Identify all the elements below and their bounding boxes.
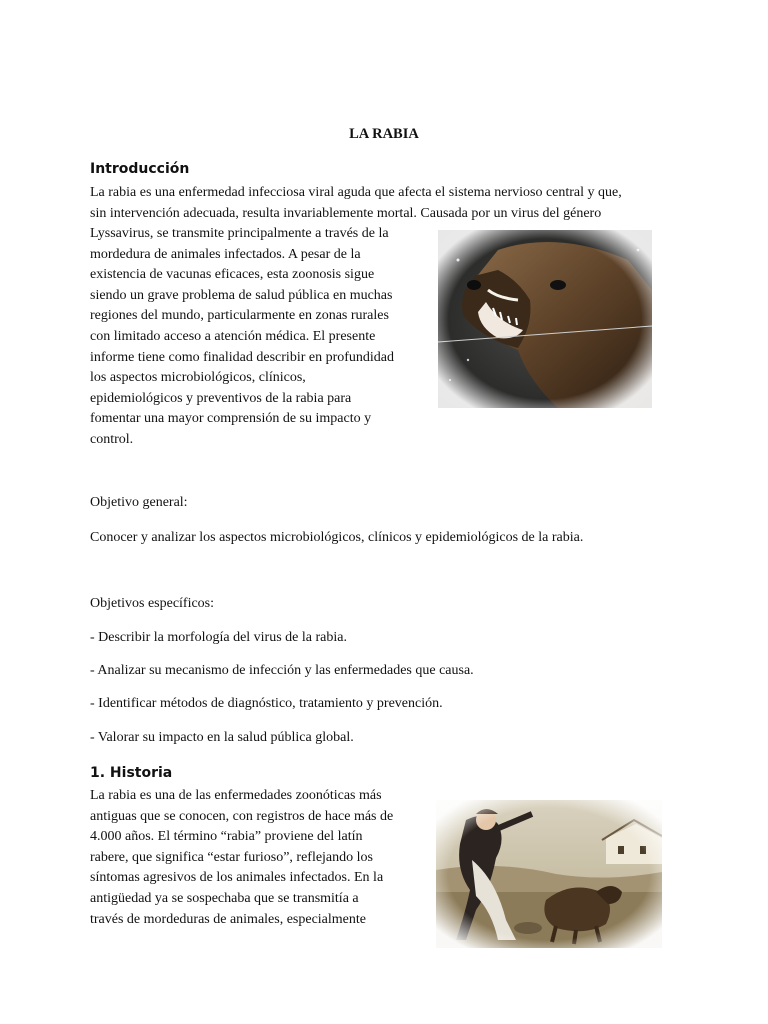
history-line: antiguas que se conocen, con registros de hace más de [90,808,394,824]
history-line: través de mordeduras de animales, especialmente [90,911,366,927]
rabid-dog-image [438,230,652,408]
specific-objective-item: - Valorar su impacto en la salud pública global. [90,730,354,745]
intro-line: Lyssavirus, se transmite principalmente a través de la [90,226,389,241]
historical-illustration-icon [436,800,662,948]
intro-line: informe tiene como finalidad describir en profundidad [90,349,395,365]
intro-line: regiones del mundo, particularmente en zonas rurales [90,308,389,324]
specific-objective-item: - Describir la morfología del virus de la rabia. [90,630,347,645]
history-line: síntomas agresivos de los animales infectados. En la [90,870,384,886]
history-line: antigüedad ya se sospechaba que se transmitía a [90,890,359,906]
history-line: La rabia es una de las enfermedades zoonóticas más [90,788,382,803]
intro-line: los aspectos microbiológicos, clínicos, [90,370,306,386]
rabid-dog-photo-icon [438,230,652,408]
history-line: rabere, que significa “estar furioso”, reflejando los [90,849,373,865]
history-text [90,786,430,930]
intro-line: La rabia es una enfermedad infecciosa viral aguda que afecta el sistema nervioso central y que, [90,185,622,200]
intro-line: fomentar una mayor comprensión de su impacto y [90,411,372,427]
specific-objectives-label: Objetivos específicos: [90,596,215,611]
intro-line: mordedura de animales infectados. A pesar de la [90,246,361,262]
intro-line: epidemiológicos y preventivos de la rabia para [90,390,352,406]
history-line: 4.000 años. El término “rabia” proviene del latín [90,829,363,845]
document-title: LA RABIA [349,126,419,142]
historical-illustration-image [436,800,662,948]
intro-full-lines [90,183,690,224]
intro-line: control. [90,431,134,447]
intro-heading: Introducción [90,161,190,177]
intro-line: siendo un grave problema de salud pública en muchas [90,287,393,303]
intro-wrapped-lines [90,224,430,451]
specific-objective-item: - Identificar métodos de diagnóstico, tratamiento y prevención. [90,696,443,711]
specific-objective-item: - Analizar su mecanismo de infección y las enfermedades que causa. [90,663,474,678]
general-objective-label: Objetivo general: [90,495,188,510]
intro-line: con limitado acceso a atención médica. El presente [90,328,376,344]
intro-line: sin intervención adecuada, resulta invariablemente mortal. Causada por un virus del género [90,205,602,221]
general-objective-text: Conocer y analizar los aspectos microbiológicos, clínicos y epidemiológicos de la rabia. [90,530,584,545]
intro-line: existencia de vacunas eficaces, esta zoonosis sigue [90,267,375,283]
history-heading: 1. Historia [90,765,173,781]
